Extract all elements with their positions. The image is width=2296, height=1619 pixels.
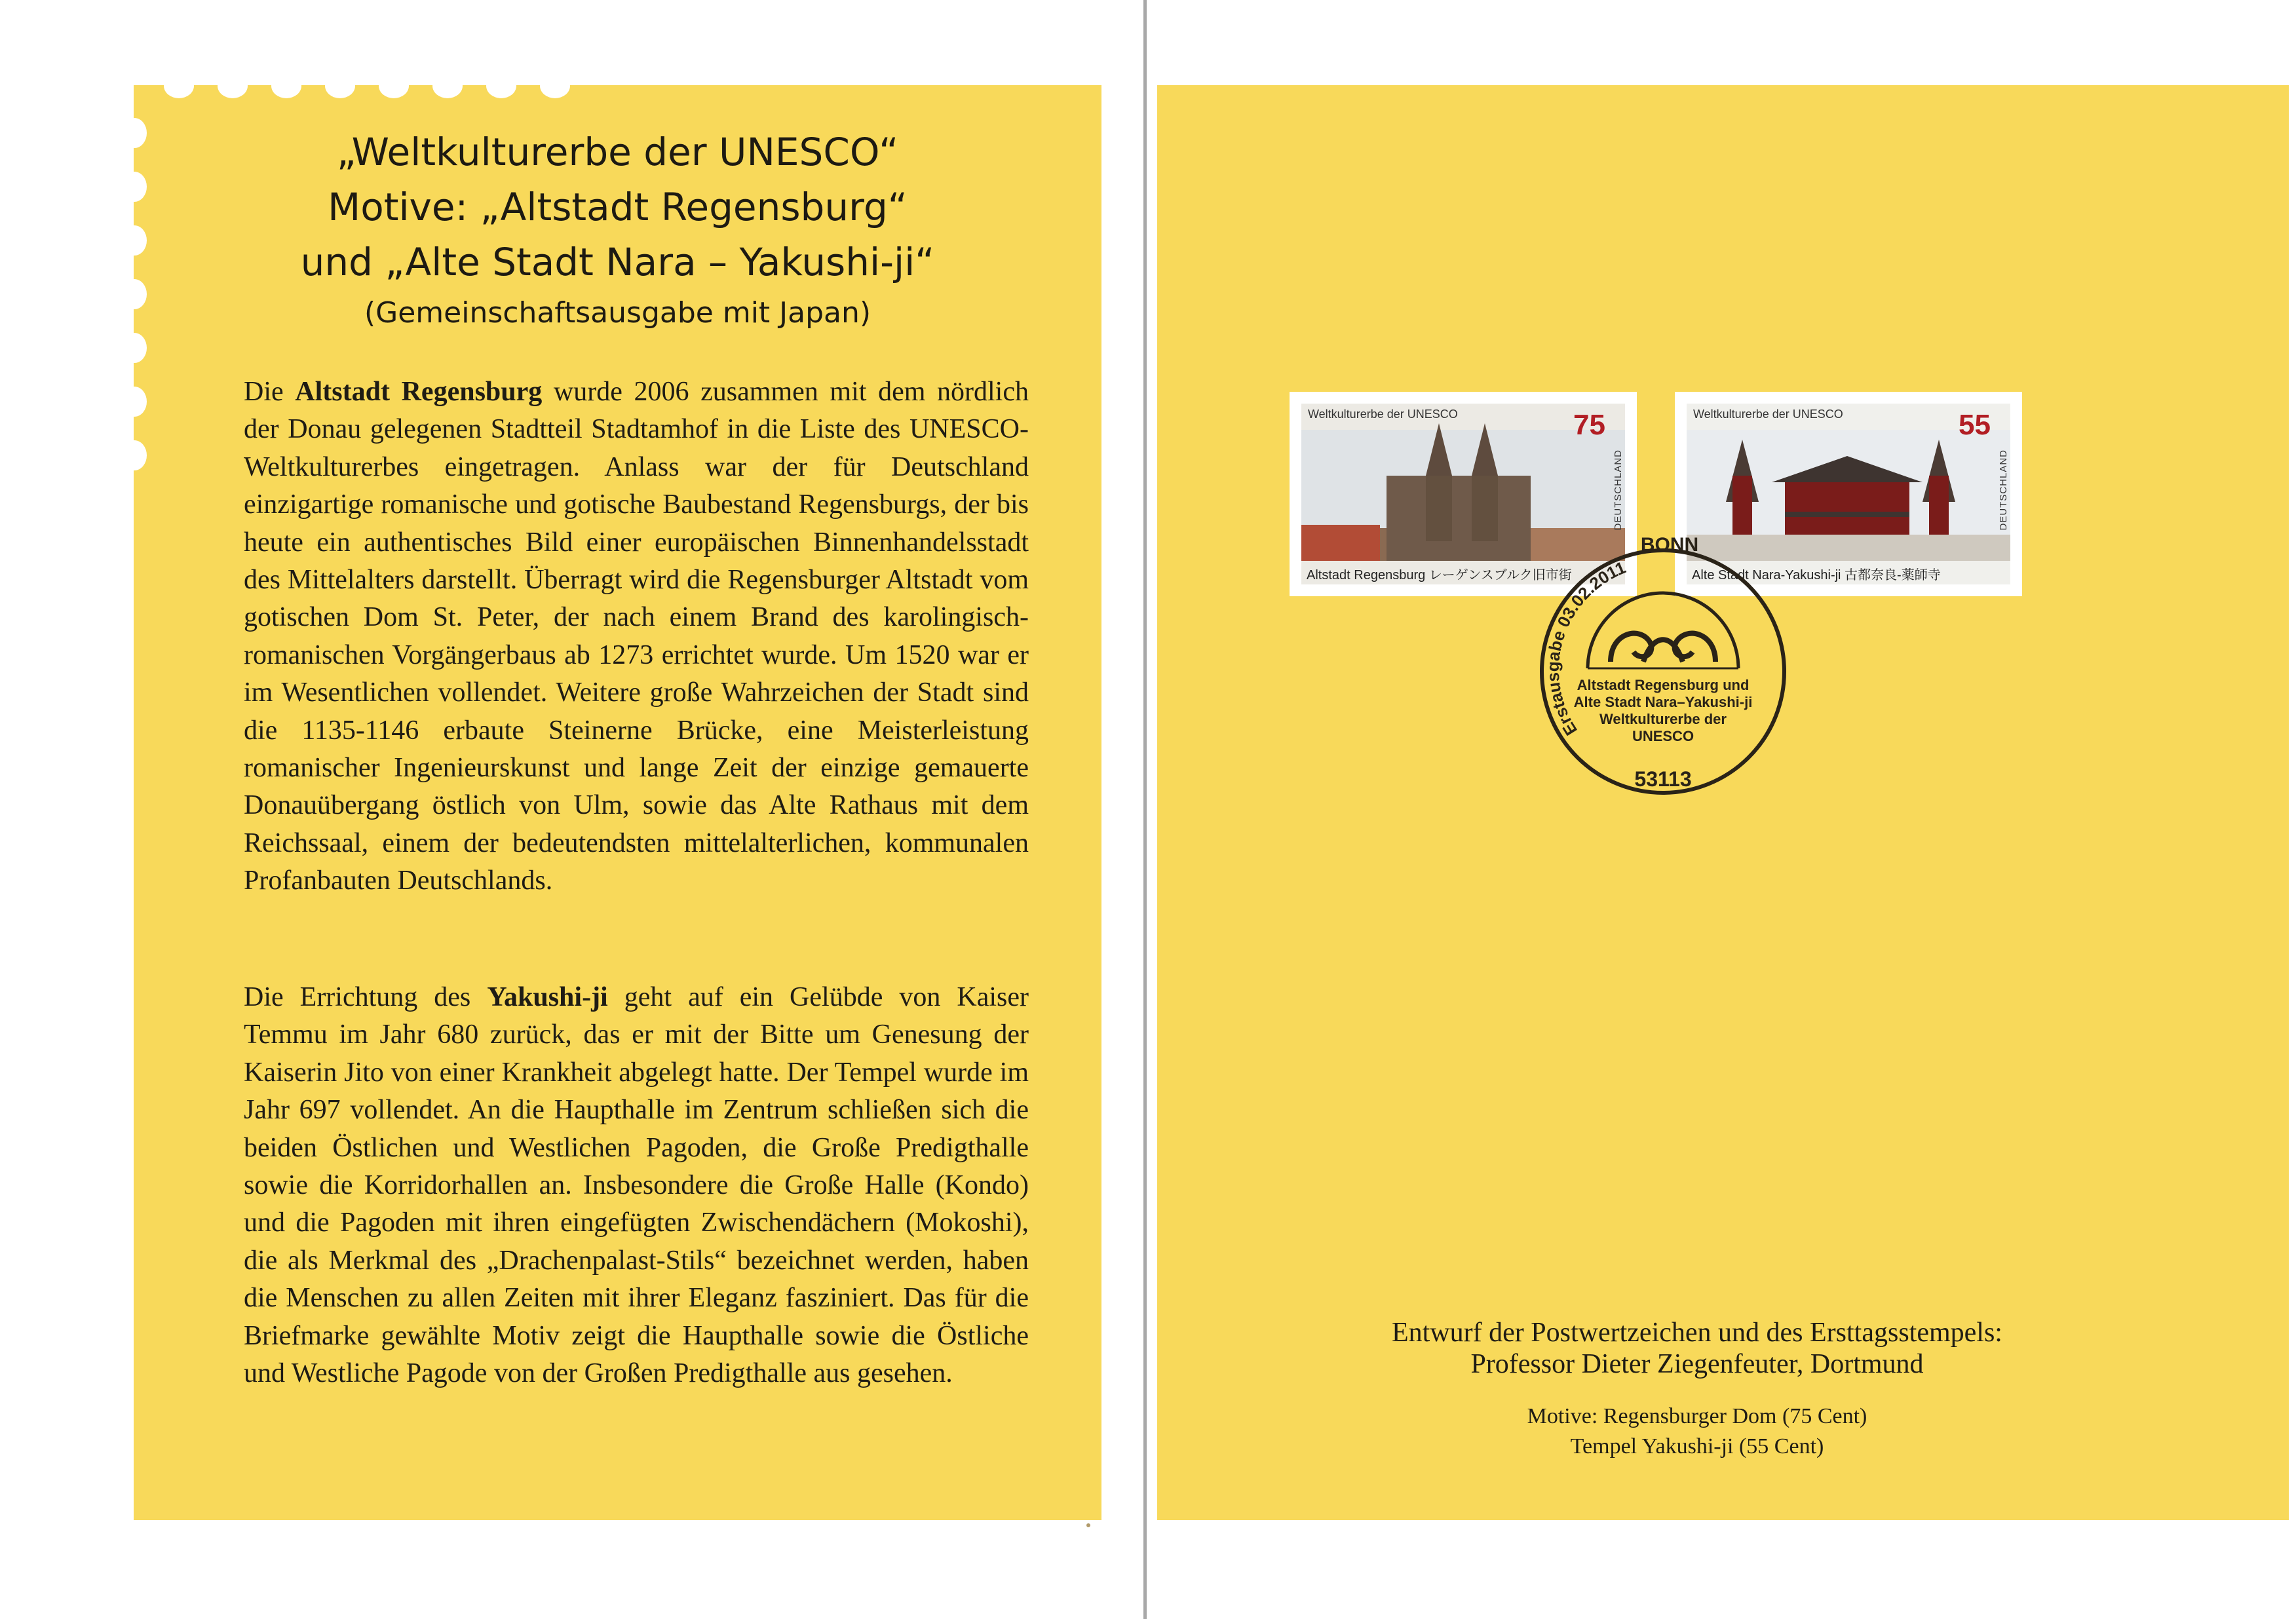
subtitle: (Gemeinschaftsausgabe mit Japan) (364, 296, 871, 330)
title-line-1: „Weltkulturerbe der UNESCO“ (336, 130, 899, 174)
postmark-city: BONN (1640, 534, 1699, 556)
postmark-zip: 53113 (1634, 767, 1692, 791)
postmark-line-2: Alte Stadt Nara–Yakushi-ji (1573, 694, 1753, 710)
fold-line (1143, 0, 1147, 1619)
stamp-1-caption: Altstadt Regensburg レーゲンスブルク旧市街 (1307, 568, 1572, 582)
postmark-line-1: Altstadt Regensburg und (1577, 677, 1750, 693)
paragraph-regensburg: Die Altstadt Regensburg wurde 2006 zusammen mit dem nördlich der Donau gelegenen Stadtteil Stadtamhof in die Liste des UNESCO-Weltkulturerbes eingetragen. Anlass war der für Deutschland einzigartige romanische und gotische Baubestand Regensburgs, der bis heute ein authentisches Bild einer europäischen Binnenhandelsstadt des Mittelalters darstellt. Überragt wird die Regensburger Altstadt vom gotischen Dom St. Peter, der nach einem Brand des karolingisch-romanischen Vorgängerbaus ab 1273 errichtet wurde. Um 1520 war er im Wesentlichen vollendet. Weitere große Wahrzeichen der Stadt sind die 1135-1146 erbaute Steinerne Brücke, eine Meisterleistung romanischer Ingenieurskunst und lange Zeit der einzige gemauerte Donauübergang östlich von Ulm, sowie das Alte Rathaus mit dem Reichssaal, einem der bedeutendsten mittelalterlichen, kommunalen Profanbauten Deutschlands. (244, 377, 1029, 896)
paragraph-yakushi-ji: Die Errichtung des Yakushi-ji geht auf ein Gelübde von Kaiser Temmu im Jahr 680 zurück, das er mit der Bitte um Genesung der Kaiserin Jito von einer Krankheit abgelegt hatte. Der Tempel wurde im Jahr 697 vollendet. An die Haupthalle im Zentrum schließen sich die beiden Östlichen und Westlichen Pagoden, die Große Predigthalle sowie die Korridorhallen an. Insbesondere die Große Halle (Kondo) und die Pagoden mit ihren eingefügten Zwischendächern (Mokoshi), die als Merkmal des „Drachenpalast-Stils“ bezeichnet werden, haben die Menschen zu allen Zeiten mit ihrer Eleganz fasziniert. Das für die Briefmarke gewählte Motiv zeigt die Haupthalle sowie die Östliche und Westliche Pagode von der Großen Predigthalle aus gesehen. (244, 982, 1029, 1389)
title-line-3: und „Alte Stadt Nara – Yakushi-ji“ (300, 240, 935, 284)
stamp-2-country: DEUTSCHLAND (1998, 449, 2009, 531)
stamp-1-series: Weltkulturerbe der UNESCO (1308, 408, 1458, 421)
stamp-2-value: 55 (1959, 409, 1991, 441)
stamp-2-series: Weltkulturerbe der UNESCO (1693, 408, 1843, 421)
stamp-2-caption: Alte Stadt Nara-Yakushi-ji 古都奈良-薬師寺 (1692, 568, 1941, 582)
motive-line-2: Tempel Yakushi-ji (55 Cent) (1570, 1434, 1824, 1458)
stamp-1-value: 75 (1573, 409, 1605, 441)
postmark-line-3: Weltkulturerbe der (1599, 711, 1727, 727)
bold-yakushi-ji: Yakushi-ji (487, 982, 608, 1012)
motive-line-1: Motive: Regensburger Dom (75 Cent) (1527, 1404, 1867, 1428)
design-credit-line-2: Professor Dieter Ziegenfeuter, Dortmund (1470, 1349, 1924, 1379)
bold-regensburg: Altstadt Regensburg (295, 377, 543, 407)
stamp-1-country: DEUTSCHLAND (1613, 449, 1624, 531)
postmark-line-4: UNESCO (1632, 728, 1694, 744)
design-credit-line-1: Entwurf der Postwertzeichen und des Ersttagsstempels: (1392, 1318, 2002, 1348)
postmark-arc-text: Erstausgabe 03.02.2011 (1542, 557, 1629, 739)
first-day-postmark (1525, 534, 1801, 809)
title-line-2: Motive: „Altstadt Regensburg“ (328, 185, 908, 229)
fold-gap (1101, 85, 1157, 1520)
speck (1086, 1523, 1090, 1527)
